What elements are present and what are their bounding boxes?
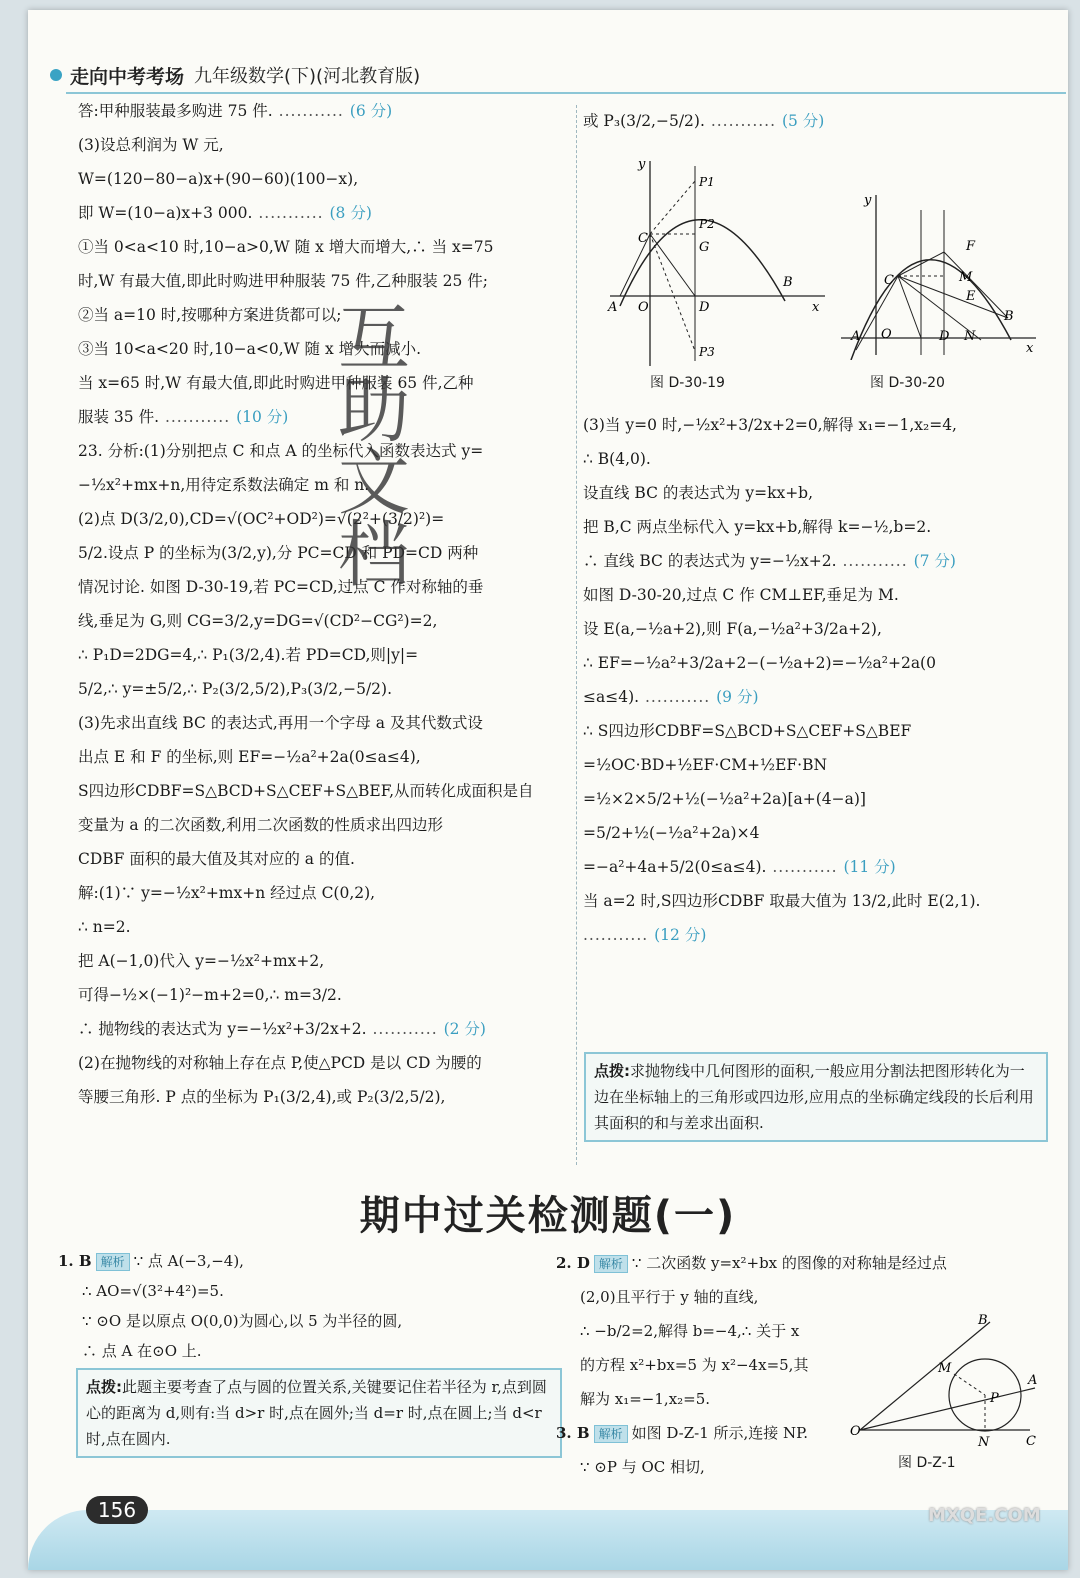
- line-text: 23. 分析:(1)分别把点 C 和点 A 的坐标代入函数表达式 y=: [78, 442, 484, 460]
- line-text: 当 a=2 时,S四边形CDBF 取最大值为 13/2,此时 E(2,1).: [583, 892, 981, 910]
- left-column: [78, 94, 558, 1114]
- text-line: [78, 740, 558, 774]
- line-text: (3)设总利润为 W 元,: [78, 136, 224, 154]
- text-line: [78, 434, 558, 468]
- text-line: [583, 918, 1053, 952]
- line-text: ①当 0<a<10 时,10−a>0,W 随 x 增大而增大,∴ 当 x=75: [78, 238, 494, 256]
- text-line: [78, 128, 558, 162]
- bullet-icon: [50, 69, 62, 81]
- line-text: W=(120−80−a)x+(90−60)(100−x),: [78, 170, 359, 188]
- fig2-label-x: x: [1026, 341, 1034, 356]
- line-text: 时,W 有最大值,即此时购进甲种服装 75 件,乙种服装 25 件;: [78, 272, 489, 290]
- q2-number: 2. D: [556, 1254, 590, 1272]
- q3-line: 如图 D-Z-1 所示,连接 NP.: [631, 1424, 809, 1442]
- text-line: [78, 298, 558, 332]
- text-line: [583, 816, 1053, 850]
- column-divider: [576, 105, 577, 1165]
- text-line: [78, 570, 558, 604]
- q2-tag: 解析: [594, 1255, 628, 1273]
- fig1-caption: 图 D-30-19: [650, 375, 725, 391]
- line-text: −½x²+mx+n,用待定系数法确定 m 和 n.: [78, 476, 370, 494]
- text-line: [583, 850, 1053, 884]
- handwriting-overlay: 互助文档: [326, 300, 410, 588]
- text-line: [583, 612, 1053, 646]
- q1-tag: 解析: [96, 1253, 130, 1271]
- segment-mp: [954, 1374, 985, 1395]
- line-text: =5/2+½(−½a²+2a)×4: [583, 824, 760, 842]
- line-text: 当 x=65 时,W 有最大值,即此时购进甲种服装 65 件,乙种: [78, 374, 474, 392]
- fig2-label-b: B: [1004, 309, 1014, 324]
- fig1-label-p1: P1: [699, 175, 715, 189]
- text-line: [583, 782, 1053, 816]
- segment-cp3: [650, 234, 695, 351]
- fig2-label-y: y: [864, 193, 872, 208]
- q2-line: ∵ 二次函数 y=x²+bx 的图像的对称轴是经过点: [631, 1254, 947, 1272]
- text-line: [583, 578, 1053, 612]
- line-text: 变量为 a 的二次函数,利用二次函数的性质求出四边形: [78, 816, 444, 834]
- line-text: =½OC·BD+½EF·CM+½EF·BN: [583, 756, 828, 774]
- line-text: ∴ B(4,0).: [583, 450, 651, 468]
- figure-d-z-1: [850, 1310, 1040, 1450]
- text-line: [583, 714, 1053, 748]
- figure-d-30-20: [836, 190, 1041, 360]
- q1-line: ∵ 点 A(−3,−4),: [133, 1252, 244, 1270]
- line-text: (2)在抛物线的对称轴上存在点 P,使△PCD 是以 CD 为腰的: [78, 1054, 482, 1072]
- q2-line: 解为 x₁=−1,x₂=5.: [580, 1390, 711, 1408]
- text-line: [583, 442, 1053, 476]
- figure-d-30-19: [600, 156, 830, 376]
- q1-number: 1. B: [58, 1252, 92, 1270]
- line-text: (2)点 D(3/2,0),CD=√(OC²+OD²)=√(2²+(3/2)²)=: [78, 510, 445, 528]
- right-column-top: [583, 104, 1023, 138]
- leader-dots: ...........: [639, 688, 717, 706]
- line-text: (3)当 y=0 时,−½x²+3/2x+2=0,解得 x₁=−1,x₂=4,: [583, 416, 957, 434]
- line-text: (3)先求出直线 BC 的表达式,再用一个字母 a 及其代数式设: [78, 714, 483, 732]
- fig3-label-p: P: [990, 1391, 999, 1406]
- q2-line: 的方程 x²+bx=5 为 x²−4x=5,其: [580, 1356, 809, 1374]
- fig1-label-x: x: [812, 300, 820, 315]
- segment-cb: [898, 276, 1008, 318]
- line-text: ∴ EF=−½a²+3/2a+2−(−½a+2)=−½a²+2a(0: [583, 654, 936, 672]
- document-page: [28, 10, 1068, 1570]
- text-line: [78, 536, 558, 570]
- text-line: [78, 1012, 558, 1046]
- segment-cd: [650, 234, 695, 296]
- line-text: 设直线 BC 的表达式为 y=kx+b,: [583, 484, 814, 502]
- text-line: [78, 876, 558, 910]
- text-line: [78, 162, 558, 196]
- fig1-label-p2: P2: [699, 217, 715, 231]
- text-line: [583, 884, 1053, 918]
- line-text: ∴ n=2.: [78, 918, 131, 936]
- tip-label: 点拨:: [594, 1062, 630, 1080]
- text-line: [583, 408, 1053, 442]
- score-label: (11 分): [843, 858, 896, 876]
- text-line: [583, 748, 1053, 782]
- q2-line: ∴ −b/2=2,解得 b=−4,∴ 关于 x: [580, 1322, 800, 1340]
- text-line: [78, 400, 558, 434]
- score-label: (2 分): [443, 1020, 486, 1038]
- q2-line: (2,0)且平行于 y 轴的直线,: [580, 1288, 759, 1306]
- q1-line: ∴ 点 A 在⊙O 上.: [82, 1342, 202, 1360]
- fig3-label-o: O: [850, 1424, 861, 1439]
- page-number: 156: [86, 1496, 148, 1524]
- line-text: 把 A(−1,0)代入 y=−½x²+mx+2,: [78, 952, 325, 970]
- segment-cp1: [650, 181, 695, 234]
- text-line: [78, 604, 558, 638]
- tip-box-right: [584, 1052, 1048, 1142]
- fig2-label-f: F: [966, 239, 976, 254]
- book-subtitle: 九年级数学(下)(河北教育版): [194, 66, 421, 87]
- line-text: 或 P₃(3/2,−5/2).: [583, 112, 705, 130]
- q1-line: ∴ AO=√(3²+4²)=5.: [82, 1282, 224, 1300]
- text-line: [78, 366, 558, 400]
- line-text: ≤a≤4).: [583, 688, 640, 706]
- line-text: 把 B,C 两点坐标代入 y=kx+b,解得 k=−½,b=2.: [583, 518, 932, 536]
- text-line: [78, 672, 558, 706]
- tip-box-left: [76, 1368, 562, 1458]
- leader-dots: ...........: [704, 112, 782, 130]
- q1-line: ∵ ⊙O 是以原点 O(0,0)为圆心,以 5 为半径的圆,: [82, 1312, 403, 1330]
- fig2-label-a: A: [851, 329, 861, 344]
- line-text: 设 E(a,−½a+2),则 F(a,−½a²+3/2a+2),: [583, 620, 882, 638]
- text-line: [583, 476, 1053, 510]
- text-line: [78, 842, 558, 876]
- line-text: S四边形CDBF=S△BCD+S△CEF+S△BEF,从而转化成面积是自: [78, 782, 534, 800]
- line-text: ∴ P₁D=2DG=4,∴ P₁(3/2,4).若 PD=CD,则|y|=: [78, 646, 419, 664]
- line-text: ∴ 直线 BC 的表达式为 y=−½x+2.: [583, 552, 837, 570]
- text-line: [78, 944, 558, 978]
- right-column-bottom: [583, 408, 1053, 952]
- line-text: 如图 D-30-20,过点 C 作 CM⊥EF,垂足为 M.: [583, 586, 899, 604]
- text-line: [583, 104, 1023, 138]
- text-line: [583, 680, 1053, 714]
- leader-dots: ...........: [159, 408, 237, 426]
- fig3-label-m: M: [938, 1361, 952, 1376]
- section-title: 期中过关检测题(一): [359, 1193, 737, 1239]
- text-line: [78, 1080, 558, 1114]
- book-brand: 走向中考考场: [70, 65, 185, 88]
- q3-tag: 解析: [594, 1425, 628, 1443]
- fig2-label-d: D: [939, 329, 950, 344]
- fig3-label-b: B: [978, 1313, 988, 1328]
- q3-number: 3. B: [556, 1424, 590, 1442]
- text-line: [78, 638, 558, 672]
- score-label: (10 分): [236, 408, 289, 426]
- fig1-label-y: y: [638, 157, 646, 172]
- score-label: (5 分): [781, 112, 825, 130]
- line-text: 服装 35 件.: [78, 408, 160, 426]
- leader-dots: ...........: [252, 204, 330, 222]
- fig1-label-b: B: [783, 275, 793, 290]
- text-line: [583, 646, 1053, 680]
- fig3-label-a: A: [1028, 1373, 1038, 1388]
- tip-text: 此题主要考查了点与圆的位置关系,关键要记住若半径为 r,点到圆心的距离为 d,则有:当 d>r 时,点在圆外;当 d=r 时,点在圆上;当 d<r 时,点在圆内.: [86, 1378, 547, 1448]
- ray-oa: [860, 1388, 1035, 1430]
- text-line: [78, 978, 558, 1012]
- tip-label: 点拨:: [86, 1378, 122, 1396]
- score-label: (9 分): [716, 688, 759, 706]
- line-text: 等腰三角形. P 点的坐标为 P₁(3/2,4),或 P₂(3/2,5/2),: [78, 1088, 446, 1106]
- leader-dots: ...........: [836, 552, 914, 570]
- text-line: [583, 544, 1053, 578]
- line-text: 5/2,∴ y=±5/2,∴ P₂(3/2,5/2),P₃(3/2,−5/2).: [78, 680, 393, 698]
- line-text: 出点 E 和 F 的坐标,则 EF=−½a²+2a(0≤a≤4),: [78, 748, 421, 766]
- text-line: [78, 808, 558, 842]
- fig2-label-n: N: [964, 329, 976, 344]
- fig3-label-n: N: [978, 1435, 990, 1450]
- fig3-label-c: C: [1026, 1434, 1036, 1449]
- text-line: [78, 468, 558, 502]
- text-line: [78, 706, 558, 740]
- text-line: [78, 264, 558, 298]
- fig2-label-o: O: [881, 327, 892, 342]
- page-header: [50, 58, 420, 92]
- line-text: 5/2.设点 P 的坐标为(3/2,y),分 PC=CD 和 PD=CD 两种: [78, 544, 479, 562]
- leader-dots: ...........: [766, 858, 844, 876]
- line-text: 即 W=(10−a)x+3 000.: [78, 204, 253, 222]
- fig2-caption: 图 D-30-20: [870, 375, 945, 391]
- text-line: [78, 774, 558, 808]
- text-line: [78, 1046, 558, 1080]
- score-label: (12 分): [654, 926, 707, 944]
- score-label: (6 分): [349, 102, 393, 120]
- fig1-label-d: D: [699, 300, 710, 315]
- fig1-label-g: G: [699, 240, 710, 255]
- score-label: (7 分): [913, 552, 956, 570]
- line-text: ②当 a=10 时,按哪种方案进货都可以;: [78, 306, 342, 324]
- text-line: [78, 94, 558, 128]
- line-text: ∴ S四边形CDBF=S△BCD+S△CEF+S△BEF: [583, 722, 912, 740]
- line-text: 情况讨论. 如图 D-30-19,若 PC=CD,过点 C 作对称轴的垂: [78, 578, 484, 596]
- fig2-label-m: M: [959, 270, 973, 285]
- score-label: (8 分): [329, 204, 372, 222]
- fig2-label-e: E: [966, 289, 976, 304]
- line-text: =−a²+4a+5/2(0≤a≤4).: [583, 858, 767, 876]
- text-line: [78, 502, 558, 536]
- watermark: MXQE.COM: [928, 1505, 1041, 1526]
- line-text: 答:甲种服装最多购进 75 件.: [78, 102, 273, 120]
- leader-dots: ...........: [366, 1020, 444, 1038]
- text-line: [78, 230, 558, 264]
- fig1-label-a: A: [608, 300, 618, 315]
- footer-band: [28, 1510, 1068, 1570]
- line-text: 线,垂足为 G,则 CG=3/2,y=DG=√(CD²−CG²)=2,: [78, 612, 438, 630]
- line-text: ∴ 抛物线的表达式为 y=−½x²+3/2x+2.: [78, 1020, 367, 1038]
- line-text: 解:(1)∵ y=−½x²+mx+n 经过点 C(0,2),: [78, 884, 376, 902]
- fig3-caption: 图 D-Z-1: [898, 1455, 956, 1471]
- tip-text: 求抛物线中几何图形的面积,一般应用分割法把图形转化为一边在坐标轴上的三角形或四边形,应用点的坐标确定线段的长后利用其面积的和与差求出面积.: [594, 1062, 1034, 1132]
- fig1-label-o: O: [638, 300, 649, 315]
- fig2-label-c: C: [884, 273, 894, 288]
- text-line: [78, 196, 558, 230]
- fig1-label-p3: P3: [699, 345, 715, 359]
- fig1-label-c: C: [638, 231, 648, 246]
- q3-line: ∵ ⊙P 与 OC 相切,: [580, 1458, 705, 1476]
- question-1: [58, 1246, 538, 1366]
- text-line: [78, 910, 558, 944]
- line-text: =½×2×5/2+½(−½a²+2a)[a+(4−a)]: [583, 790, 866, 808]
- leader-dots: ...........: [583, 926, 655, 944]
- line-text: 可得−½×(−1)²−m+2=0,∴ m=3/2.: [78, 986, 342, 1004]
- leader-dots: ...........: [272, 102, 350, 120]
- text-line: [583, 510, 1053, 544]
- line-text: ③当 10<a<20 时,10−a<0,W 随 x 增大而减小.: [78, 340, 422, 358]
- text-line: [78, 332, 558, 366]
- segment-fb: [944, 252, 1008, 318]
- line-text: CDBF 面积的最大值及其对应的 a 的值.: [78, 850, 355, 868]
